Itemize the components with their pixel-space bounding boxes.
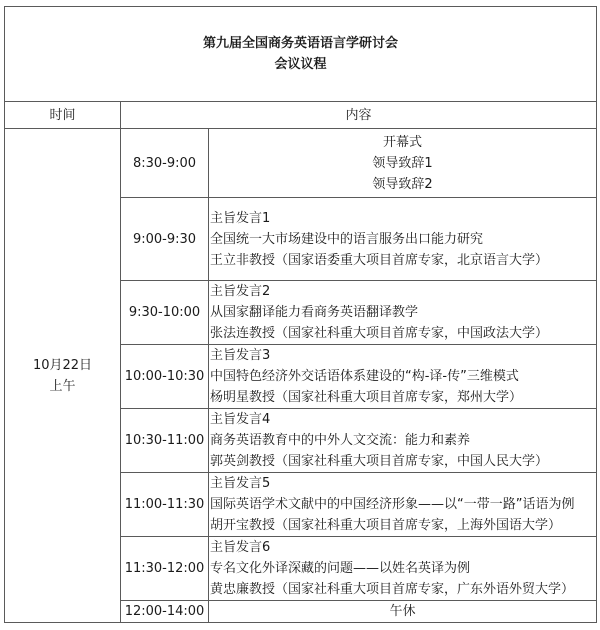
session-speaker: 王立非教授（国家语委重大项目首席专家，北京语言大学） [210, 252, 549, 268]
session-line: 领导致辞1 [372, 155, 433, 171]
session-label: 主旨发言6 [210, 540, 271, 555]
break-time: 12:00-14:00 [121, 601, 209, 623]
session-speaker: 郭英剑教授（国家社科重大项目首席专家，中国人民大学） [210, 454, 549, 469]
session-speaker: 黄忠廉教授（国家社科重大项目首席专家，广东外语外贸大学） [210, 582, 575, 597]
header-row [5, 102, 597, 129]
session-time: 11:30-12:00 [121, 537, 209, 601]
session-speaker: 胡开宝教授（国家社科重大项目首席专家，上海外国语大学） [210, 518, 562, 533]
session-time: 8:30-9:00 [121, 129, 209, 198]
doc-subtitle: 会议议程 [274, 57, 327, 72]
session-line: 领导致辞2 [372, 176, 433, 192]
session-label: 主旨发言4 [210, 412, 271, 427]
session-topic: 从国家翻译能力看商务英语翻译教学 [210, 305, 419, 320]
session-content [209, 409, 597, 473]
date-day: 10月22日 [32, 357, 93, 373]
session-topic: 全国统一大市场建设中的语言服务出口能力研究 [210, 231, 484, 247]
session-time: 11:00-11:30 [121, 473, 209, 537]
doc-title: 第九届全国商务英语语言学研讨会 [203, 36, 399, 51]
session-content [209, 198, 597, 281]
break-label: 午休 [209, 601, 597, 623]
session-label: 主旨发言1 [210, 210, 271, 226]
session-topic: 专名文化外译深藏的问题——以姓名英译为例 [210, 561, 471, 576]
date-period: 上午 [49, 378, 76, 394]
agenda-table [4, 6, 597, 623]
table-row [5, 129, 597, 198]
session-topic: 中国特色经济外交话语体系建设的“构-译-传”三维模式 [210, 369, 519, 384]
session-content [209, 537, 597, 601]
session-time: 10:00-10:30 [121, 345, 209, 409]
session-content [209, 345, 597, 409]
session-topic: 国际英语学术文献中的中国经济形象——以“一带一路”话语为例 [210, 497, 575, 512]
date-cell [5, 129, 121, 623]
session-content [209, 129, 597, 198]
session-topic: 商务英语教育中的中外人文交流：能力和素养 [210, 433, 471, 448]
session-label: 主旨发言3 [210, 348, 271, 363]
session-time: 10:30-11:00 [121, 409, 209, 473]
session-label: 主旨发言2 [210, 284, 271, 299]
session-time: 9:00-9:30 [121, 198, 209, 281]
session-time: 9:30-10:00 [121, 281, 209, 345]
header-time: 时间 [5, 102, 121, 129]
title-row [5, 7, 597, 102]
session-content [209, 473, 597, 537]
session-line: 开幕式 [383, 134, 423, 150]
session-speaker: 杨明星教授（国家社科重大项目首席专家，郑州大学） [210, 390, 523, 405]
session-speaker: 张法连教授（国家社科重大项目首席专家，中国政法大学） [210, 326, 549, 341]
title-cell [5, 7, 597, 102]
session-content [209, 281, 597, 345]
session-label: 主旨发言5 [210, 476, 271, 491]
header-content: 内容 [121, 102, 597, 129]
